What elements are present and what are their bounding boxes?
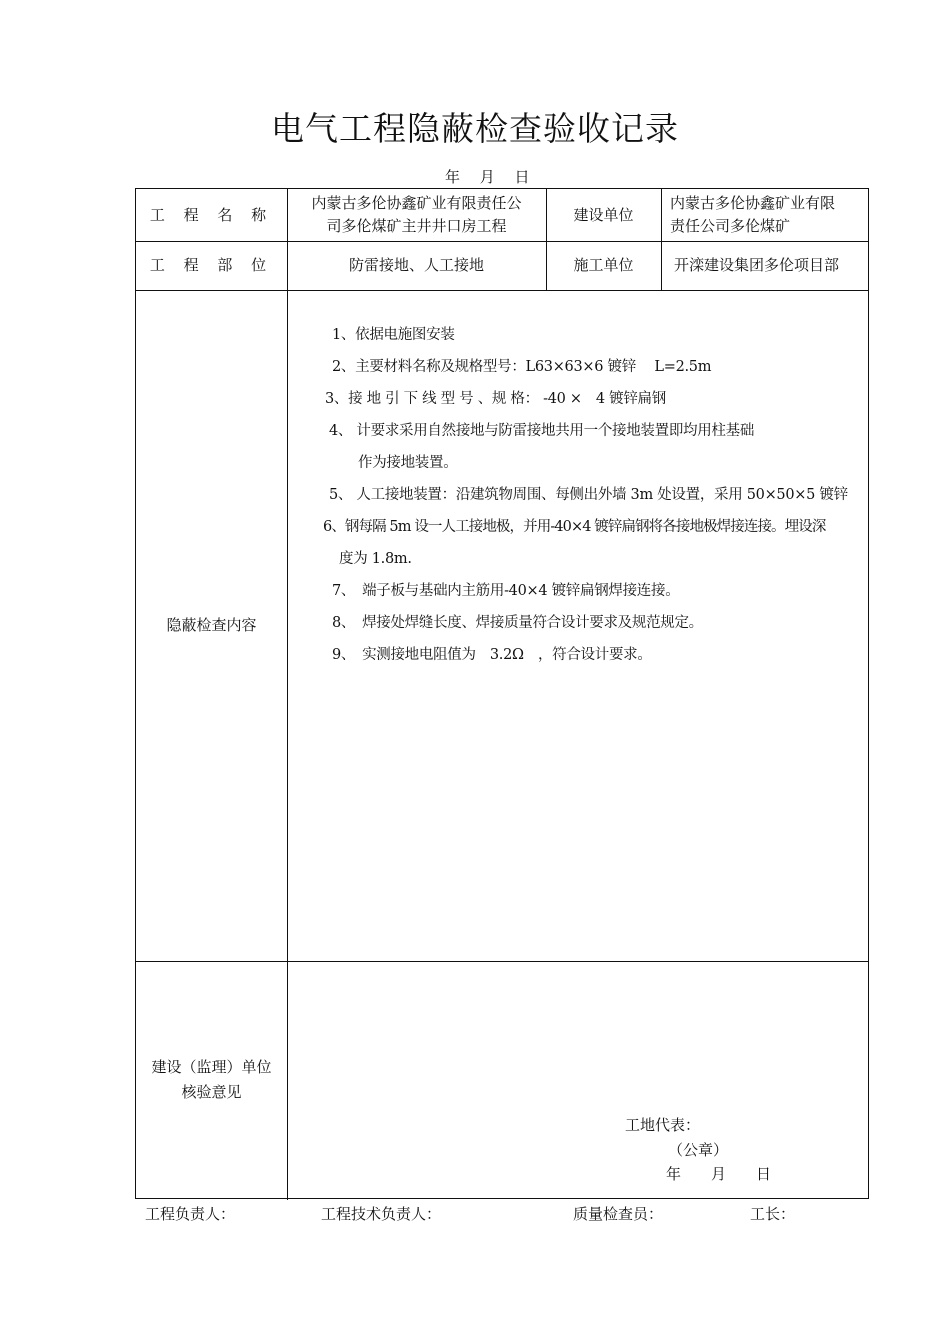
inspection-line: 7、 端子板与基础内主筋用-40×4 镀锌扁钢焊接连接。	[332, 583, 680, 599]
inspection-line: 度为 1.8m.	[339, 551, 412, 567]
review-label-line: 建设（监理）单位	[151, 1057, 272, 1076]
review-date: 年 月 日	[666, 1165, 772, 1183]
column-divider	[287, 189, 288, 1200]
official-seal-label: （公章）	[668, 1141, 729, 1159]
project-name-line: 内蒙古多伦协鑫矿业有限责任公	[311, 194, 522, 212]
owner-value	[661, 189, 868, 241]
inspection-line: 8、 焊接处焊缝长度、焊接质量符合设计要求及规范规定。	[332, 615, 703, 631]
header-date: 年 月 日	[445, 168, 530, 186]
inspection-line: 9、 实测接地电阻值为 3.2Ω ，符合设计要求。	[332, 647, 652, 663]
inspection-line: 1、依据电施图安装	[332, 327, 455, 343]
location-value: 防雷接地、人工接地	[348, 256, 484, 274]
location-label: 工 程 部 位	[149, 256, 274, 274]
inspection-label: 隐蔽检查内容	[166, 616, 257, 634]
inspection-line: 6、钢每隔 5m 设一人工接地极，并用-40×4 镀锌扁钢将各接地极焊接连接。埋设深	[323, 519, 826, 535]
review-label-line: 核验意见	[181, 1082, 242, 1101]
inspection-content	[322, 319, 867, 671]
inspection-line: 4、 计要求采用自然接地与防雷接地共用一个接地装置即均用柱基础	[329, 423, 755, 439]
owner-label: 建设单位	[573, 205, 634, 224]
review-label	[136, 961, 287, 1198]
document-title: 电气工程隐蔽检查验收记录	[271, 109, 679, 148]
record-table	[135, 188, 869, 1199]
inspection-line: 2、主要材料名称及规格型号：L63×63×6 镀锌 L=2.5m	[332, 359, 712, 375]
contractor-value: 开滦建设集团多伦项目部	[674, 256, 840, 274]
foreman-label: 工长：	[750, 1205, 796, 1223]
inspection-line: 3、接 地 引 下 线 型 号 、规 格： -40 × 4 镀锌扁钢	[325, 391, 666, 407]
site-representative-label: 工地代表：	[625, 1116, 701, 1134]
quality-inspector-label: 质量检查员：	[573, 1205, 664, 1223]
inspection-line: 5、 人工接地装置：沿建筑物周围、每侧出外墙 3m 处设置，采用 50×50×5 镀锌	[329, 487, 848, 503]
project-name-line: 司多伦煤矿主井井口房工程	[326, 217, 507, 235]
owner-line: 内蒙古多伦协鑫矿业有限	[670, 194, 836, 212]
project-name-label: 工 程 名 称	[149, 205, 274, 224]
owner-line: 责任公司多伦煤矿	[670, 217, 791, 235]
contractor-label: 施工单位	[573, 256, 634, 274]
project-name-value	[287, 189, 546, 241]
inspection-line: 作为接地装置。	[358, 455, 458, 471]
tech-manager-label: 工程技术负责人：	[321, 1205, 442, 1223]
project-manager-label: 工程负责人：	[145, 1205, 236, 1223]
